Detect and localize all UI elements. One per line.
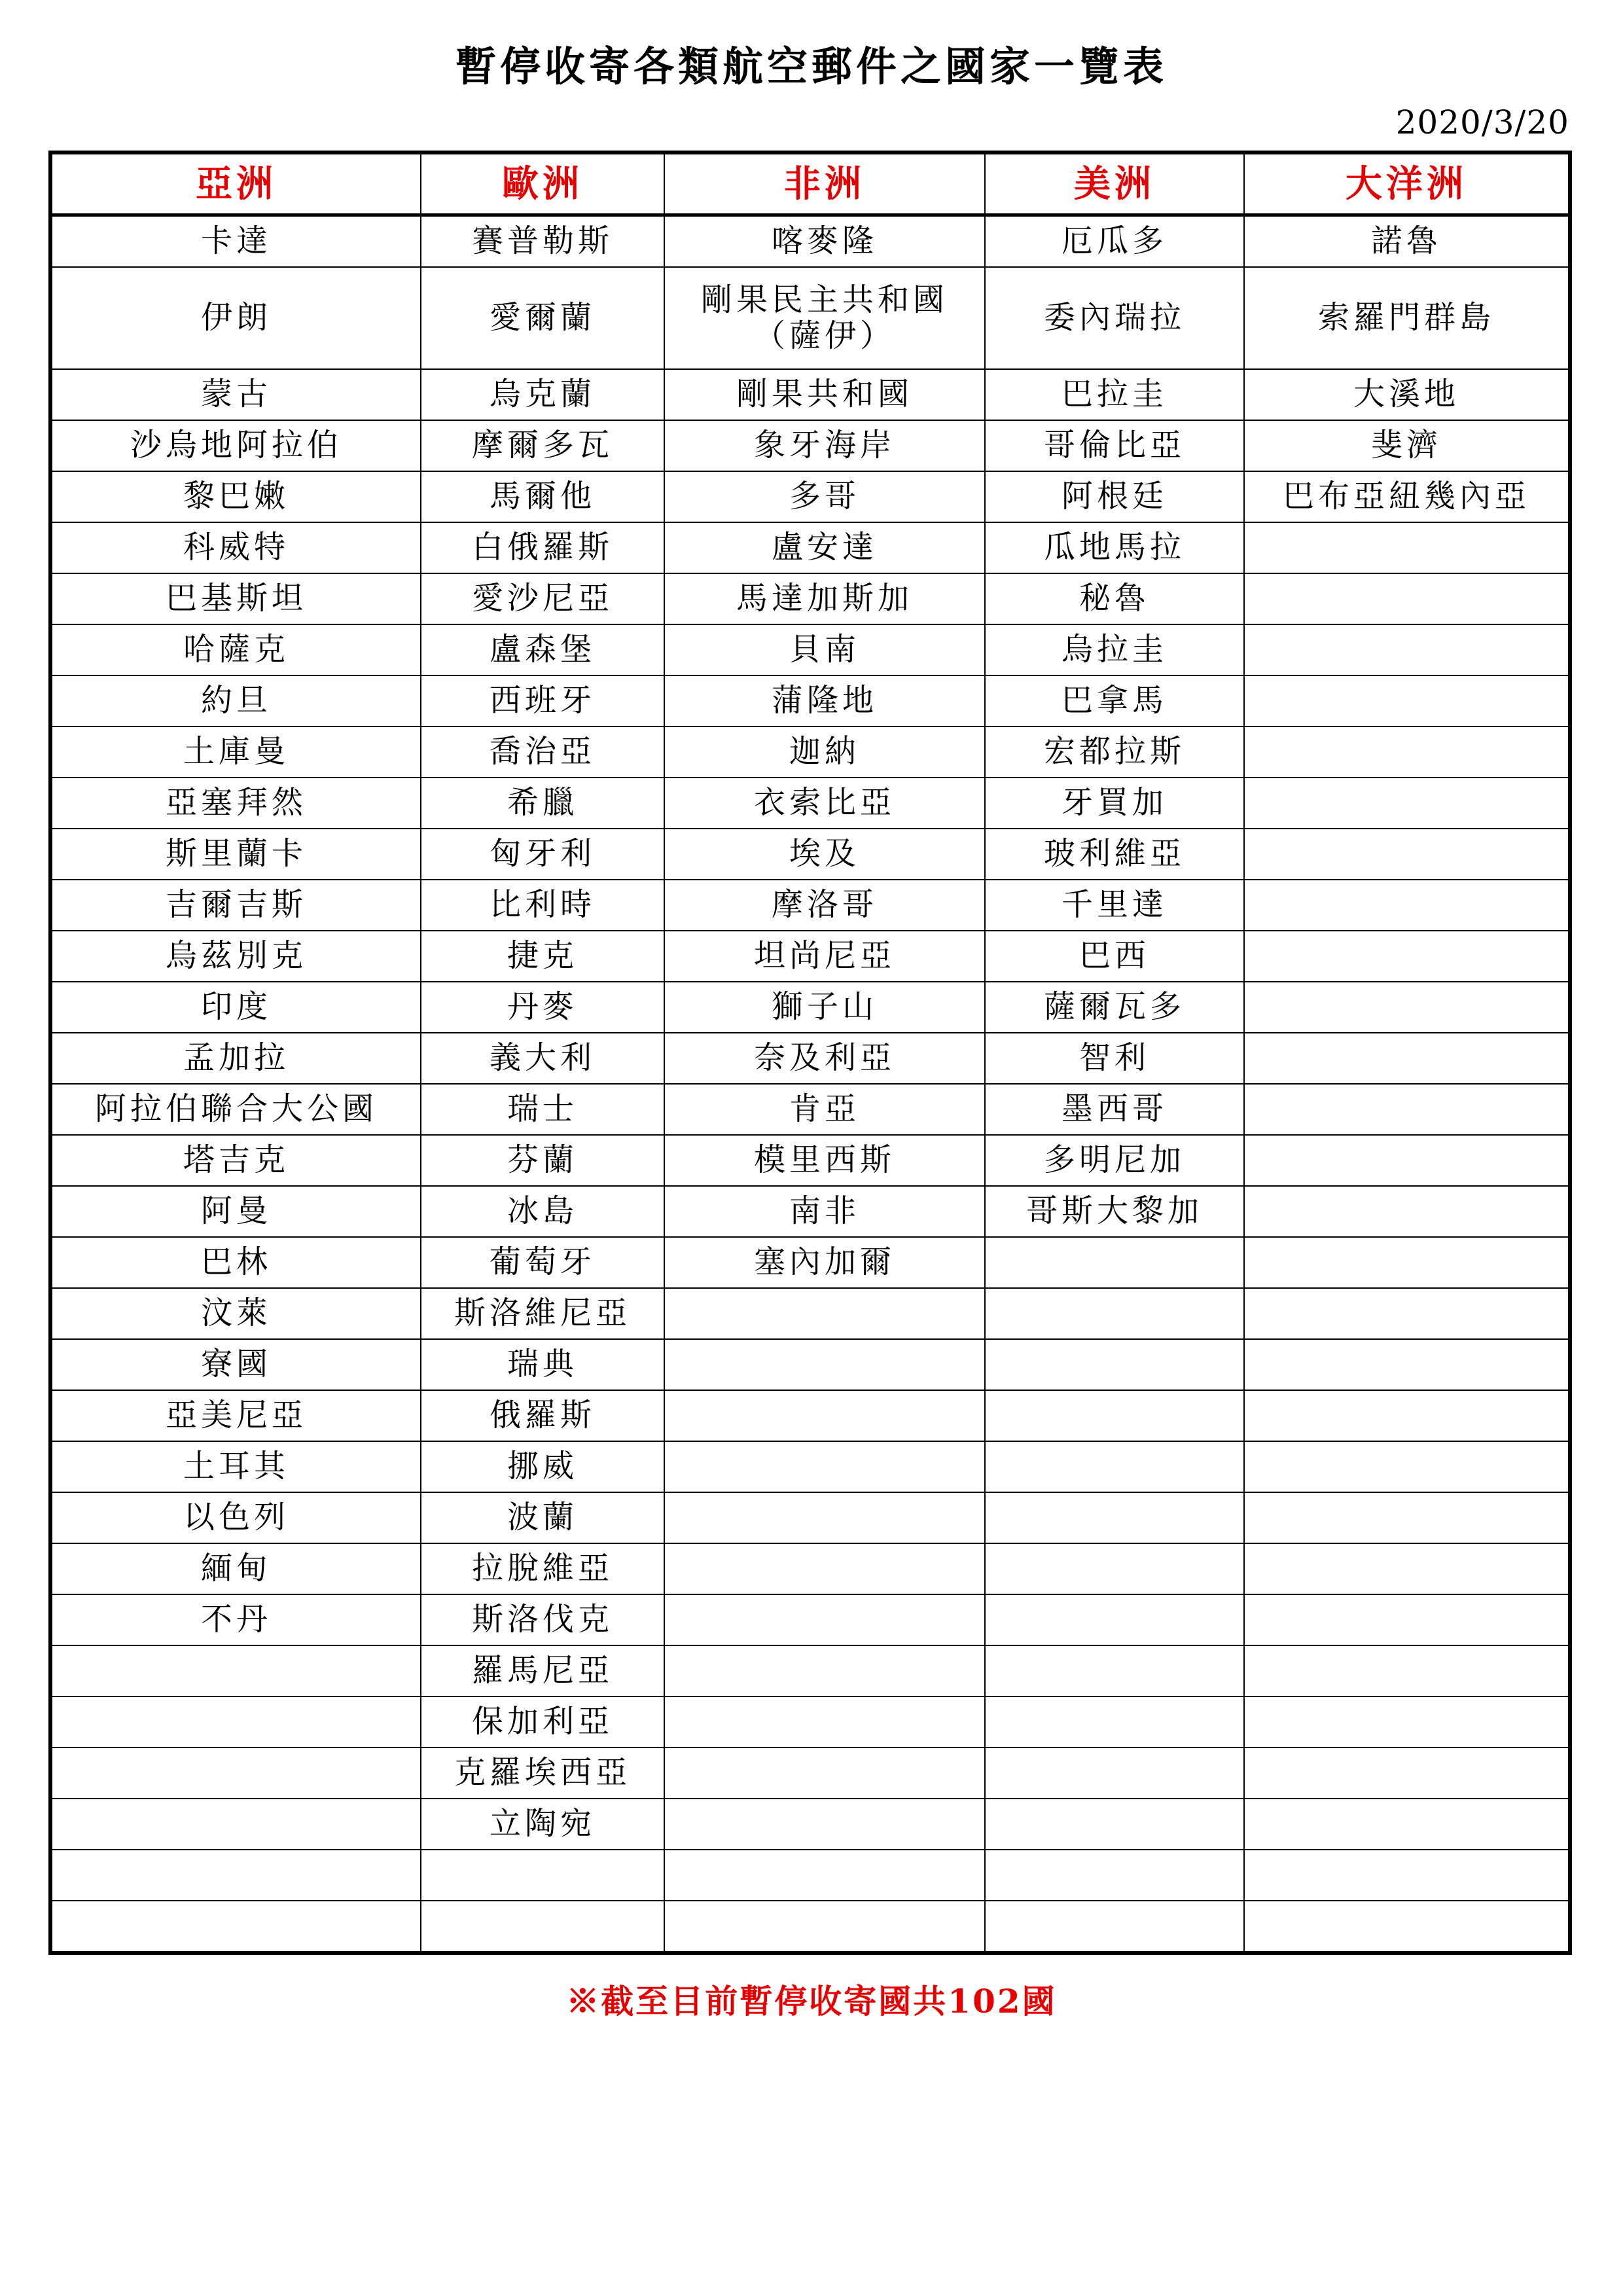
country-cell-oceania: 大溪地: [1244, 369, 1570, 420]
table-row: [50, 726, 1570, 778]
country-cell-oceania: [1244, 931, 1570, 982]
country-cell-africa: 坦尚尼亞: [664, 931, 985, 982]
country-cell-asia: 土耳其: [50, 1441, 421, 1492]
country-cell-americas: 千里達: [985, 880, 1244, 931]
country-cell-europe: 捷克: [421, 931, 664, 982]
table-row: [50, 573, 1570, 624]
country-cell-africa: [664, 1339, 985, 1390]
country-cell-asia: 黎巴嫩: [50, 471, 421, 522]
country-cell-americas: [985, 1696, 1244, 1748]
country-cell-europe: 義大利: [421, 1033, 664, 1084]
country-cell-africa: [664, 1748, 985, 1799]
table-row: [50, 1186, 1570, 1237]
country-cell-europe: 冰島: [421, 1186, 664, 1237]
country-cell-europe: 烏克蘭: [421, 369, 664, 420]
country-cell-africa: 埃及: [664, 829, 985, 880]
country-cell-asia: 阿曼: [50, 1186, 421, 1237]
table-row: [50, 931, 1570, 982]
country-cell-africa: [664, 1645, 985, 1696]
country-cell-africa: [664, 1492, 985, 1543]
country-cell-asia: [50, 1696, 421, 1748]
country-cell-asia: 沙烏地阿拉伯: [50, 420, 421, 471]
country-cell-africa: 喀麥隆: [664, 215, 985, 268]
country-cell-africa: 多哥: [664, 471, 985, 522]
country-cell-asia: 科威特: [50, 522, 421, 573]
country-cell-asia: 孟加拉: [50, 1033, 421, 1084]
country-cell-asia: 蒙古: [50, 369, 421, 420]
column-header-africa: 非洲: [664, 152, 985, 215]
table-header-row: [50, 152, 1570, 215]
country-cell-europe: 立陶宛: [421, 1799, 664, 1850]
table-row: [50, 1288, 1570, 1339]
country-cell-europe: 挪威: [421, 1441, 664, 1492]
country-cell-asia: 巴林: [50, 1237, 421, 1288]
country-cell-americas: [985, 1901, 1244, 1953]
country-cell-americas: 阿根廷: [985, 471, 1244, 522]
country-cell-oceania: [1244, 624, 1570, 675]
country-cell-americas: [985, 1441, 1244, 1492]
country-cell-oceania: [1244, 1696, 1570, 1748]
country-cell-europe: 愛沙尼亞: [421, 573, 664, 624]
country-cell-americas: [985, 1237, 1244, 1288]
country-cell-europe: 摩爾多瓦: [421, 420, 664, 471]
country-cell-africa: 蒲隆地: [664, 675, 985, 726]
table-row: [50, 1543, 1570, 1594]
country-cell-africa: [664, 1288, 985, 1339]
country-cell-asia: 烏茲別克: [50, 931, 421, 982]
table-row: [50, 675, 1570, 726]
table-row: [50, 1441, 1570, 1492]
country-cell-oceania: [1244, 675, 1570, 726]
column-header-oceania: 大洋洲: [1244, 152, 1570, 215]
table-row: [50, 215, 1570, 268]
country-cell-europe: 斯洛伐克: [421, 1594, 664, 1645]
country-cell-africa: 奈及利亞: [664, 1033, 985, 1084]
country-cell-europe: 丹麥: [421, 982, 664, 1033]
country-cell-europe: 芬蘭: [421, 1135, 664, 1186]
country-cell-africa: 獅子山: [664, 982, 985, 1033]
document-date: 2020/3/20: [1395, 103, 1569, 141]
table-row: [50, 420, 1570, 471]
country-cell-oceania: 諾魯: [1244, 215, 1570, 268]
country-cell-oceania: [1244, 1288, 1570, 1339]
country-cell-americas: 薩爾瓦多: [985, 982, 1244, 1033]
country-cell-africa: [664, 1901, 985, 1953]
country-cell-oceania: [1244, 1339, 1570, 1390]
country-cell-americas: 哥倫比亞: [985, 420, 1244, 471]
country-cell-oceania: 索羅門群島: [1244, 267, 1570, 369]
country-cell-asia: 約旦: [50, 675, 421, 726]
country-cell-oceania: [1244, 1441, 1570, 1492]
country-cell-africa: 衣索比亞: [664, 778, 985, 829]
table-row: [50, 1135, 1570, 1186]
table-row: [50, 369, 1570, 420]
country-cell-asia: 哈薩克: [50, 624, 421, 675]
country-cell-europe: 喬治亞: [421, 726, 664, 778]
country-cell-americas: 厄瓜多: [985, 215, 1244, 268]
country-cell-europe: 葡萄牙: [421, 1237, 664, 1288]
country-cell-africa: 馬達加斯加: [664, 573, 985, 624]
country-cell-oceania: [1244, 1033, 1570, 1084]
country-cell-americas: 智利: [985, 1033, 1244, 1084]
table-row: [50, 1339, 1570, 1390]
table-row: [50, 1492, 1570, 1543]
country-cell-americas: [985, 1390, 1244, 1441]
country-cell-asia: 亞美尼亞: [50, 1390, 421, 1441]
country-cell-asia: 亞塞拜然: [50, 778, 421, 829]
country-cell-americas: 委內瑞拉: [985, 267, 1244, 369]
table-row: [50, 1594, 1570, 1645]
country-cell-americas: [985, 1288, 1244, 1339]
country-cell-americas: 瓜地馬拉: [985, 522, 1244, 573]
country-cell-asia: 阿拉伯聯合大公國: [50, 1084, 421, 1135]
country-cell-oceania: [1244, 982, 1570, 1033]
table-body: [50, 215, 1570, 1954]
country-cell-oceania: [1244, 1390, 1570, 1441]
country-cell-oceania: [1244, 522, 1570, 573]
country-cell-americas: 巴拿馬: [985, 675, 1244, 726]
country-cell-oceania: [1244, 1799, 1570, 1850]
country-cell-africa: 模里西斯: [664, 1135, 985, 1186]
country-cell-asia: [50, 1645, 421, 1696]
country-cell-americas: [985, 1799, 1244, 1850]
country-cell-africa: 摩洛哥: [664, 880, 985, 931]
country-cell-asia: [50, 1850, 421, 1901]
table-row: [50, 1696, 1570, 1748]
country-cell-oceania: [1244, 1492, 1570, 1543]
country-cell-africa: 南非: [664, 1186, 985, 1237]
country-cell-africa: [664, 1799, 985, 1850]
country-cell-asia: 緬甸: [50, 1543, 421, 1594]
country-cell-africa: [664, 1543, 985, 1594]
country-cell-europe: 斯洛維尼亞: [421, 1288, 664, 1339]
country-cell-asia: 伊朗: [50, 267, 421, 369]
country-cell-africa: 塞內加爾: [664, 1237, 985, 1288]
table-row: [50, 1850, 1570, 1901]
country-cell-europe: 賽普勒斯: [421, 215, 664, 268]
country-cell-oceania: [1244, 1850, 1570, 1901]
table-row: [50, 829, 1570, 880]
table-row: [50, 1645, 1570, 1696]
country-cell-europe: 俄羅斯: [421, 1390, 664, 1441]
country-table: [48, 151, 1572, 1955]
country-cell-oceania: [1244, 1901, 1570, 1953]
country-cell-americas: 多明尼加: [985, 1135, 1244, 1186]
country-cell-europe: [421, 1901, 664, 1953]
country-cell-europe: 盧森堡: [421, 624, 664, 675]
country-cell-americas: 宏都拉斯: [985, 726, 1244, 778]
country-cell-asia: [50, 1901, 421, 1953]
country-cell-oceania: [1244, 1186, 1570, 1237]
country-cell-europe: [421, 1850, 664, 1901]
country-cell-europe: 保加利亞: [421, 1696, 664, 1748]
country-cell-americas: 哥斯大黎加: [985, 1186, 1244, 1237]
table-row: [50, 778, 1570, 829]
country-cell-asia: 寮國: [50, 1339, 421, 1390]
country-cell-americas: [985, 1645, 1244, 1696]
table-row: [50, 1084, 1570, 1135]
country-cell-oceania: [1244, 778, 1570, 829]
country-cell-americas: [985, 1748, 1244, 1799]
country-cell-asia: [50, 1748, 421, 1799]
country-cell-asia: 印度: [50, 982, 421, 1033]
country-cell-europe: 希臘: [421, 778, 664, 829]
country-cell-europe: 愛爾蘭: [421, 267, 664, 369]
country-cell-americas: 玻利維亞: [985, 829, 1244, 880]
table-row: [50, 880, 1570, 931]
country-cell-asia: 卡達: [50, 215, 421, 268]
country-cell-europe: 比利時: [421, 880, 664, 931]
table-row: [50, 1799, 1570, 1850]
country-cell-asia: 巴基斯坦: [50, 573, 421, 624]
country-cell-europe: 白俄羅斯: [421, 522, 664, 573]
country-cell-africa: 盧安達: [664, 522, 985, 573]
country-cell-africa: 象牙海岸: [664, 420, 985, 471]
country-cell-oceania: [1244, 1084, 1570, 1135]
column-header-asia: 亞洲: [50, 152, 421, 215]
footnote: ※截至目前暫停收寄國共102國: [566, 1982, 1057, 2020]
table-row: [50, 1901, 1570, 1953]
country-cell-americas: 墨西哥: [985, 1084, 1244, 1135]
country-cell-oceania: [1244, 1237, 1570, 1288]
country-cell-europe: 西班牙: [421, 675, 664, 726]
country-cell-asia: 以色列: [50, 1492, 421, 1543]
country-cell-americas: 秘魯: [985, 573, 1244, 624]
country-cell-americas: 烏拉圭: [985, 624, 1244, 675]
country-cell-oceania: 斐濟: [1244, 420, 1570, 471]
country-cell-americas: [985, 1543, 1244, 1594]
country-cell-africa: 迦納: [664, 726, 985, 778]
table-row: [50, 1237, 1570, 1288]
country-cell-africa: [664, 1441, 985, 1492]
table-row: [50, 982, 1570, 1033]
country-cell-asia: [50, 1799, 421, 1850]
country-cell-asia: 塔吉克: [50, 1135, 421, 1186]
country-cell-oceania: [1244, 1645, 1570, 1696]
column-header-americas: 美洲: [985, 152, 1244, 215]
country-cell-americas: [985, 1339, 1244, 1390]
country-cell-oceania: [1244, 573, 1570, 624]
country-cell-europe: 匈牙利: [421, 829, 664, 880]
country-cell-africa: 剛果共和國: [664, 369, 985, 420]
country-cell-europe: 馬爾他: [421, 471, 664, 522]
table-row: [50, 1748, 1570, 1799]
country-cell-oceania: [1244, 829, 1570, 880]
page-title: 暫停收寄各類航空郵件之國家一覽表: [455, 43, 1168, 90]
table-row: [50, 624, 1570, 675]
country-cell-oceania: [1244, 880, 1570, 931]
country-cell-europe: 瑞士: [421, 1084, 664, 1135]
country-cell-europe: 波蘭: [421, 1492, 664, 1543]
country-cell-africa: 剛果民主共和國 （薩伊）: [664, 267, 985, 369]
country-cell-asia: 斯里蘭卡: [50, 829, 421, 880]
country-cell-asia: 汶萊: [50, 1288, 421, 1339]
country-cell-europe: 克羅埃西亞: [421, 1748, 664, 1799]
country-cell-europe: 瑞典: [421, 1339, 664, 1390]
country-cell-africa: 貝南: [664, 624, 985, 675]
table-row: [50, 267, 1570, 369]
table-row: [50, 1033, 1570, 1084]
country-cell-asia: 土庫曼: [50, 726, 421, 778]
country-cell-americas: 巴西: [985, 931, 1244, 982]
country-cell-europe: 羅馬尼亞: [421, 1645, 664, 1696]
country-cell-americas: [985, 1850, 1244, 1901]
country-cell-oceania: [1244, 1748, 1570, 1799]
country-cell-oceania: [1244, 1594, 1570, 1645]
country-cell-oceania: [1244, 726, 1570, 778]
country-cell-asia: 不丹: [50, 1594, 421, 1645]
country-cell-africa: 肯亞: [664, 1084, 985, 1135]
country-cell-africa: [664, 1850, 985, 1901]
table-row: [50, 522, 1570, 573]
table-row: [50, 471, 1570, 522]
column-header-europe: 歐洲: [421, 152, 664, 215]
country-cell-americas: 巴拉圭: [985, 369, 1244, 420]
country-cell-americas: [985, 1492, 1244, 1543]
country-cell-europe: 拉脫維亞: [421, 1543, 664, 1594]
table-row: [50, 1390, 1570, 1441]
country-cell-asia: 吉爾吉斯: [50, 880, 421, 931]
country-cell-oceania: [1244, 1135, 1570, 1186]
country-cell-africa: [664, 1390, 985, 1441]
country-cell-americas: 牙買加: [985, 778, 1244, 829]
country-cell-africa: [664, 1594, 985, 1645]
country-cell-americas: [985, 1594, 1244, 1645]
country-cell-oceania: 巴布亞紐幾內亞: [1244, 471, 1570, 522]
country-cell-oceania: [1244, 1543, 1570, 1594]
country-cell-africa: [664, 1696, 985, 1748]
